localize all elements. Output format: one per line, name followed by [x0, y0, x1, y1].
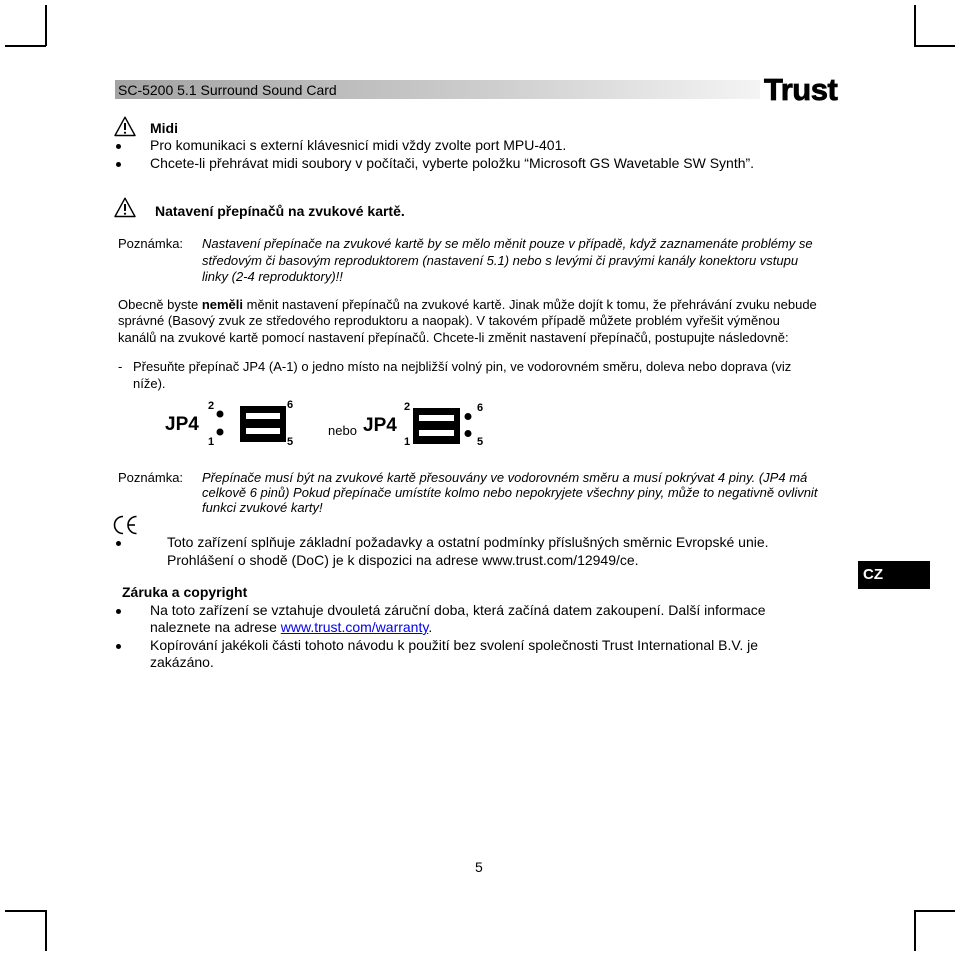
pin-label: 6: [287, 399, 294, 411]
connector-label: JP4: [165, 414, 199, 435]
ce-mark-icon: [112, 514, 139, 536]
bullet: [116, 644, 121, 649]
language-tab: [858, 561, 930, 589]
language-tab-label: CZ: [863, 566, 883, 583]
note-label: Poznámka:: [118, 470, 184, 485]
midi-heading: Midi: [150, 120, 178, 136]
note-line: Přepínače musí být na zvukové kartě přesouvány ve vodorovném směru a musí pokrývat 4 piny. (JP4 má: [202, 470, 808, 485]
pin-label: 6: [477, 402, 484, 414]
paragraph-emphasis: neměli: [201, 297, 244, 312]
step-marker: -: [118, 359, 123, 374]
crop-mark-top-right-vertical: [914, 5, 916, 46]
warranty-link[interactable]: www.trust.com/warranty: [280, 619, 429, 635]
crop-mark-top-left-horizontal: [5, 45, 46, 47]
crop-mark-bottom-right-vertical: [914, 910, 916, 951]
copyright-line: zakázáno.: [150, 654, 214, 670]
crop-mark-bottom-left-vertical: [45, 910, 47, 951]
bullet: [116, 144, 121, 149]
free-pin: [217, 411, 224, 418]
bullet: [116, 541, 121, 546]
bullet: [116, 609, 121, 614]
diagram-separator: nebo: [328, 423, 357, 438]
jumper-slot: [419, 430, 454, 436]
free-pin: [465, 430, 472, 437]
crop-mark-top-right-horizontal: [914, 45, 955, 47]
paragraph-line: kanálů na zvukové kartě pomocí nastavení přepínačů. Chcete-li změnit nastavení přepínačů, postupujte následovně:: [118, 330, 789, 345]
warning-icon: [114, 197, 136, 218]
step-line: Přesuňte přepínač JP4 (A-1) o jedno místo na nejbližší volný pin, ve vodorovném směru, doleva nebo doprava (viz: [133, 359, 792, 374]
warranty-heading: Záruka a copyright: [122, 584, 248, 600]
jumper-slot: [419, 415, 454, 421]
paragraph-text: Obecně byste: [118, 297, 202, 312]
note-line: Nastavení přepínače na zvukové kartě by se mělo měnit pouze v případě, když zaznamenáte problémy se: [202, 236, 813, 251]
midi-item: Chcete-li přehrávat midi soubory v počítači, vyberte položku “Microsoft GS Wavetable SW Synth”.: [150, 155, 755, 171]
ce-line: Toto zařízení splňuje základní požadavky a ostatní podmínky příslušných směrnic Evropské unie.: [167, 534, 769, 550]
paragraph-line: [118, 297, 817, 313]
pin-label: 5: [477, 436, 484, 448]
warranty-line: Na toto zařízení se vztahuje dvouletá záruční doba, která začíná datem zakoupení. Další informace: [150, 602, 766, 618]
pin-label: 1: [208, 436, 215, 448]
switches-heading: Natavení přepínačů na zvukové kartě.: [155, 203, 405, 219]
midi-item: Pro komunikaci s externí klávesnicí midi vždy zvolte port MPU-401.: [150, 137, 567, 153]
free-pin: [465, 413, 472, 420]
crop-mark-bottom-left-horizontal: [5, 910, 46, 912]
bullet: [116, 162, 121, 167]
note-label: Poznámka:: [118, 236, 184, 251]
pin-label: 2: [208, 400, 215, 412]
jumper-block: [240, 406, 286, 442]
jumper-diagram: [150, 395, 500, 455]
jumper-slot: [246, 413, 280, 419]
paragraph-text: měnit nastavení přepínačů na zvukové kartě. Jinak může dojít k tomu, že přehrávání zvuku nebude: [243, 297, 817, 312]
paragraph-line: správné (Basový zvuk ze středového reproduktoru a naopak). V takovém případě můžete problém vyřešit výměnou: [118, 313, 780, 328]
document-title: SC-5200 5.1 Surround Sound Card: [118, 82, 337, 98]
warning-icon: [114, 116, 136, 137]
page-number: 5: [475, 859, 483, 875]
step-line: níže).: [133, 376, 166, 391]
warranty-line: [150, 619, 432, 636]
pin-label: 2: [404, 401, 411, 413]
jumper-variant-left: [363, 401, 483, 448]
ce-line: Prohlášení o shodě (DoC) je k dispozici na adrese www.trust.com/12949/ce.: [167, 552, 639, 568]
trust-logo: Trust: [764, 72, 838, 107]
warranty-text: naleznete na adrese: [150, 619, 281, 635]
jumper-slot: [246, 428, 280, 434]
connector-label: JP4: [363, 415, 397, 436]
free-pin: [217, 429, 224, 436]
note-line: celkově 6 pinů) Pokud přepínače umístíte kolmo nebo nepokryjete všechny piny, může to negativně ovlivnit: [202, 485, 818, 500]
copyright-line: Kopírování jakékoli části tohoto návodu k použití bez svolení společnosti Trust International B.V. je: [150, 637, 759, 653]
pin-label: 5: [287, 436, 294, 448]
note-line: středovým či basovým reproduktorem (nastavení 5.1) nebo s levými či pravými kanály konektoru vstupu: [202, 253, 799, 268]
crop-mark-bottom-right-horizontal: [914, 910, 955, 912]
crop-mark-top-left-vertical: [45, 5, 47, 46]
warranty-text: .: [428, 619, 433, 635]
jumper-block: [413, 408, 460, 444]
jumper-variant-right: [165, 399, 293, 448]
note-line: linky (2-4 reproduktory)!!: [202, 269, 343, 284]
note-line: funkci zvukové karty!: [202, 500, 323, 515]
pin-label: 1: [404, 436, 411, 448]
